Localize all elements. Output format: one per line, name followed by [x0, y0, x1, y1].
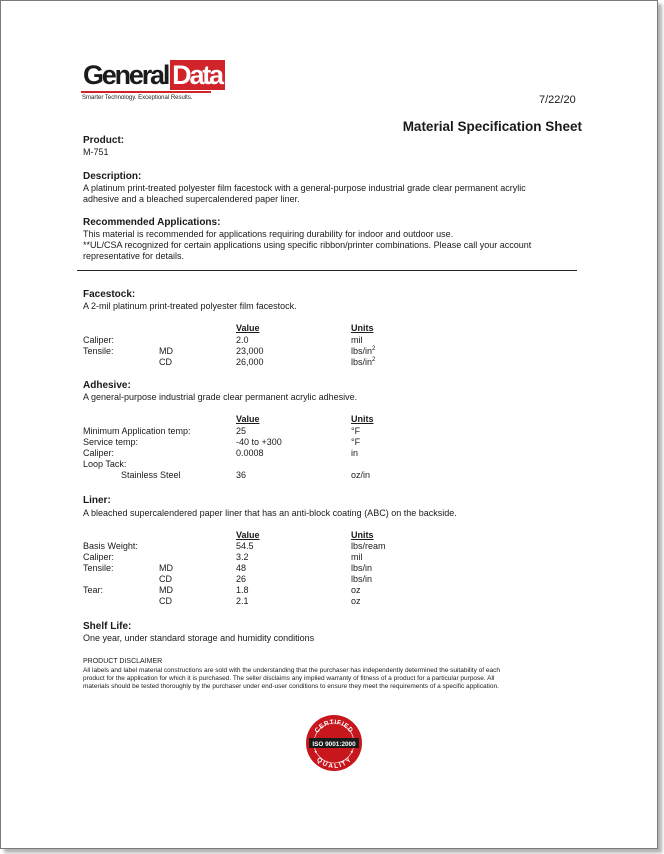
liner-tear-md-value: 1.8: [236, 585, 249, 595]
facestock-md-label: MD: [159, 346, 173, 356]
liner-tensile-cd-units: lbs/in: [351, 574, 373, 584]
applications-line-3: representative for details.: [83, 251, 185, 261]
facestock-heading: Facestock:: [83, 289, 136, 300]
applications-line-1: This material is recommended for applications requiring durability for indoor and outdoor use.: [83, 229, 454, 239]
facestock-caliper-units: mil: [351, 335, 363, 345]
liner-basis-units: lbs/ream: [351, 541, 386, 551]
liner-units-header: Units: [351, 530, 374, 540]
adhesive-heading: Adhesive:: [83, 380, 131, 391]
facestock-md-value: 23,000: [236, 346, 264, 356]
seal-star-right-icon: ★: [350, 749, 354, 754]
liner-tear-cd-value: 2.1: [236, 596, 249, 606]
liner-tear-md-label: MD: [159, 585, 173, 595]
adhesive-caliper-units: in: [351, 448, 359, 458]
disclaimer-heading: PRODUCT DISCLAIMER: [83, 658, 163, 665]
liner-basis-label: Basis Weight:: [83, 541, 138, 551]
logo-tagline: Smarter Technology. Exceptional Results.: [82, 95, 193, 101]
liner-tensile-md-units: lbs/in: [351, 563, 373, 573]
adhesive-caliper-label: Caliper:: [83, 448, 115, 458]
liner-tensile-md-value: 48: [236, 563, 247, 573]
adhesive-caliper-value: 0.0008: [236, 448, 264, 458]
liner-description: A bleached supercalendered paper liner that has an anti-block coating (ABC) on the backside.: [83, 508, 457, 518]
shelf-life-heading: Shelf Life:: [83, 621, 132, 632]
liner-tear-cd-units: oz: [351, 596, 361, 606]
product-heading: Product:: [83, 135, 125, 146]
adhesive-value-header: Value: [236, 414, 260, 424]
liner-value-header: Value: [236, 530, 260, 540]
facestock-caliper-label: Caliper:: [83, 335, 115, 345]
facestock-cd-units: lbs/$in^2$: [351, 357, 376, 367]
liner-tear-label: Tear:: [83, 585, 104, 595]
liner-caliper-units: mil: [351, 552, 363, 562]
company-logo: [81, 58, 222, 104]
liner-tear-cd-label: CD: [159, 596, 172, 606]
liner-tensile-label: Tensile:: [83, 563, 114, 573]
facestock-md-units: lbs/$in^2$: [351, 346, 376, 356]
adhesive-service-temp-label: Service temp:: [83, 437, 139, 447]
description-line-1: A platinum print-treated polyester film facestock with a general-purpose industrial grade clear permanent acrylic: [83, 183, 526, 193]
liner-tear-md-units: oz: [351, 585, 361, 595]
liner-heading: Liner:: [83, 495, 111, 506]
iso-certified-seal-icon: [305, 714, 363, 772]
liner-tensile-cd-value: 26: [236, 574, 247, 584]
description-line-2: adhesive and a bleached supercalendered paper liner.: [83, 194, 300, 204]
facestock-description: A 2-mil platinum print-treated polyester film facestock.: [83, 301, 297, 311]
adhesive-service-temp-value: -40 to +300: [236, 437, 282, 447]
adhesive-min-temp-value: 25: [236, 426, 247, 436]
logo-wordmark: [81, 58, 222, 93]
facestock-units-header: Units: [351, 323, 374, 333]
disclaimer-line-2: product for the application for which it is purchased. The seller disclaims any implied warranty of fitness of a product for a particular purpose. All: [83, 675, 495, 682]
seal-top-text: CERTIFIED: [313, 718, 355, 735]
document-title: Material Specification Sheet: [402, 119, 582, 134]
section-divider: [77, 270, 577, 271]
product-value: M-751: [83, 147, 109, 157]
applications-line-2: **UL/CSA recognized for certain applications using specific ribbon/printer combinations. Please call your account: [83, 240, 532, 250]
seal-bottom-text: QUALITY: [315, 756, 354, 771]
facestock-cd-value: 26,000: [236, 357, 264, 367]
disclaimer-line-1: All labels and label material constructions are sold with the understanding that the purchaser has independently determined the suitability of each: [83, 667, 500, 674]
facestock-caliper-value: 2.0: [236, 335, 249, 345]
disclaimer-line-3: materials should be tested thoroughly by the purchaser under end-user conditions to ensure they meet the requirements of a specific application.: [83, 683, 499, 690]
adhesive-description: A general-purpose industrial grade clear permanent acrylic adhesive.: [83, 392, 358, 402]
logo-word-general: General: [83, 60, 169, 90]
seal-star-left-icon: ★: [314, 749, 318, 754]
facestock-tensile-label: Tensile:: [83, 346, 114, 356]
liner-tensile-md-label: MD: [159, 563, 173, 573]
liner-basis-value: 54.5: [236, 541, 254, 551]
applications-heading: Recommended Applications:: [83, 217, 221, 228]
adhesive-min-temp-label: Minimum Application temp:: [83, 426, 191, 436]
adhesive-min-temp-units: °F: [351, 426, 361, 436]
description-heading: Description:: [83, 171, 142, 182]
seal-center-text: ISO 9001:2000: [312, 740, 356, 748]
facestock-cd-label: CD: [159, 357, 172, 367]
logo-word-data: Data: [170, 60, 225, 90]
adhesive-units-header: Units: [351, 414, 374, 424]
adhesive-service-temp-units: °F: [351, 437, 361, 447]
adhesive-loop-tack-label: Loop Tack:: [83, 459, 127, 469]
facestock-value-header: Value: [236, 323, 260, 333]
adhesive-stainless-label: Stainless Steel: [121, 470, 181, 480]
liner-tensile-cd-label: CD: [159, 574, 172, 584]
shelf-life-text: One year, under standard storage and humidity conditions: [83, 633, 315, 643]
adhesive-stainless-value: 36: [236, 470, 247, 480]
liner-caliper-label: Caliper:: [83, 552, 115, 562]
logo-underline: [81, 91, 211, 93]
adhesive-stainless-units: oz/in: [351, 470, 371, 480]
document-date: 7/22/20: [539, 94, 576, 106]
liner-caliper-value: 3.2: [236, 552, 249, 562]
